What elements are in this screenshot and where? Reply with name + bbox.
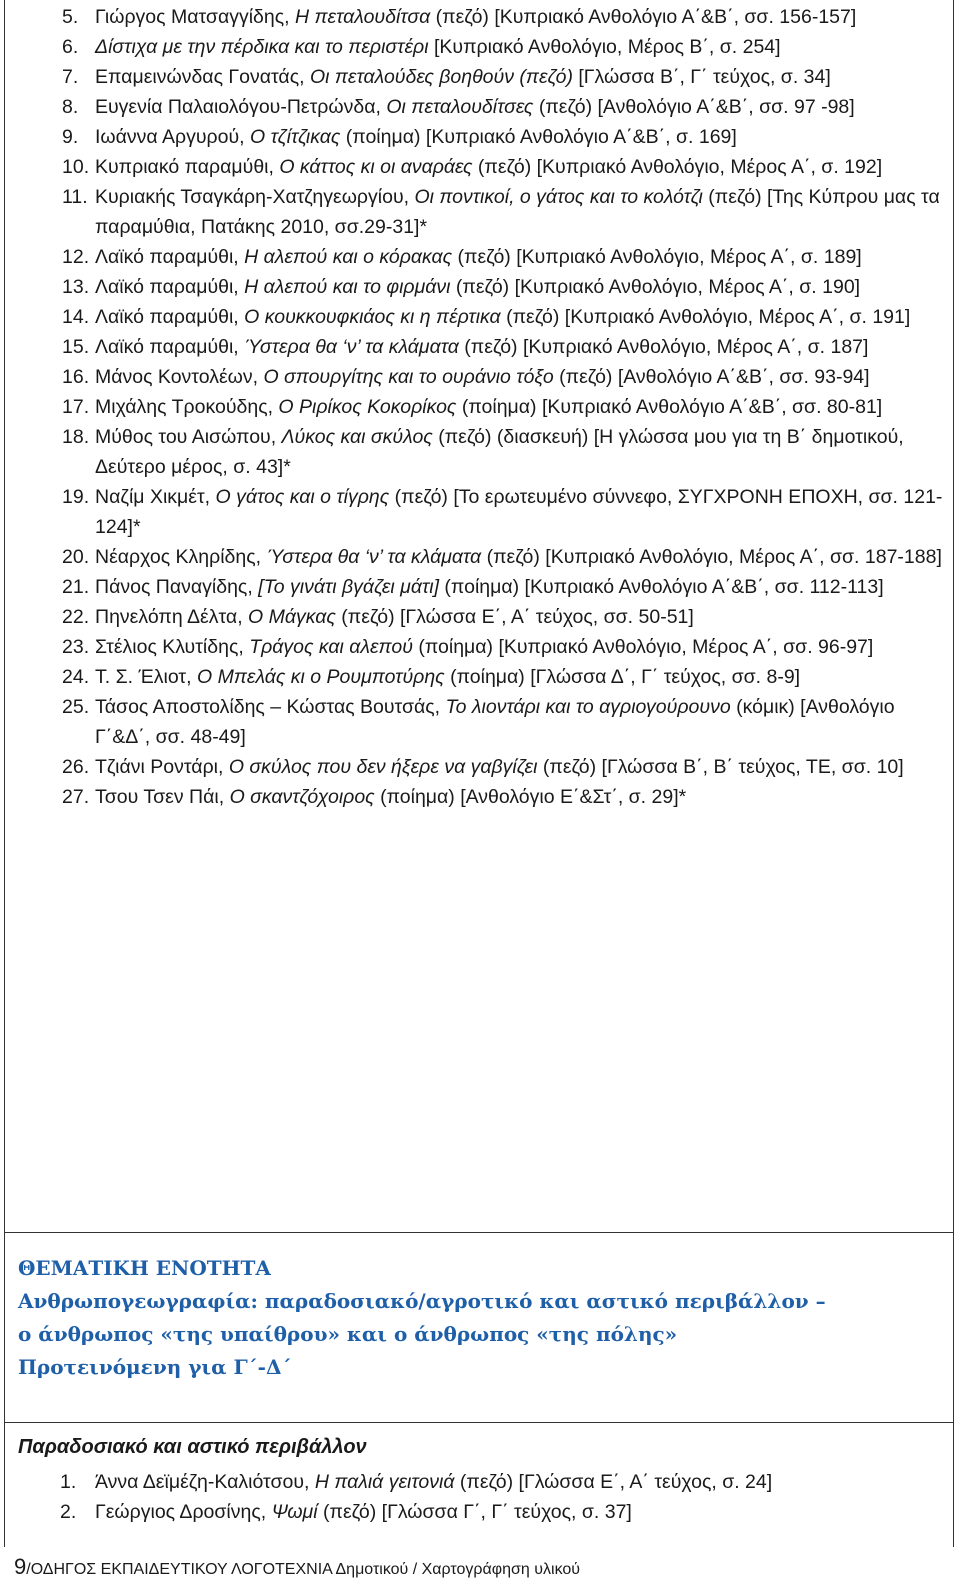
item-title: Ο κουκκουφκιάος κι η πέρτικα	[244, 306, 501, 328]
item-number: 25.	[62, 696, 90, 718]
item-details: (πεζό) [Κυπριακό Ανθολόγιο, Μέρος Α΄, σσ. 187-188]	[481, 546, 942, 568]
item-author: Τάσος Αποστολίδης – Κώστας Βουτσάς,	[95, 696, 446, 718]
item-details: (πεζό) [Κυπριακό Ανθολόγιο, Μέρος Α΄, σ. 192]	[472, 156, 883, 178]
item-author: Τ. Σ. Έλιοτ,	[95, 666, 197, 688]
item-details: (πεζό) [Κυπριακό Ανθολόγιο, Μέρος Α΄, σ. 190]	[450, 276, 861, 298]
item-author: Κυριακής Τσαγκάρη-Χατζηγεωργίου,	[95, 186, 415, 208]
item-number: 20.	[62, 546, 90, 568]
item-number: 23.	[62, 636, 90, 658]
item-title: Λύκος και σκύλος	[281, 426, 433, 448]
item-number: 14.	[62, 306, 90, 328]
list-item	[0, 362, 960, 392]
item-details: (πεζό) [Γλώσσα Ε΄, Α΄ τεύχος, σσ. 50-51]	[335, 606, 694, 628]
list-item	[0, 1467, 960, 1497]
item-author: Λαϊκό παραμύθι,	[95, 276, 245, 298]
theme-title: ΘΕΜΑΤΙΚΗ ΕΝΟΤΗΤΑ	[18, 1256, 271, 1280]
list-item	[0, 62, 960, 92]
item-title: Ο σπουργίτης και το ουράνιο τόξο	[263, 366, 554, 388]
item-details: (ποίημα) [Κυπριακό Ανθολόγιο, Μέρος Α΄, σσ. 96-97]	[412, 636, 874, 658]
item-author: Άννα Δεϊμέζη-Καλιότσου,	[95, 1471, 315, 1493]
item-number: 6.	[62, 36, 79, 58]
item-title: Το λιοντάρι και το αγριογούρουνο	[445, 696, 731, 718]
item-details: (ποίημα) [Γλώσσα Δ΄, Γ΄ τεύχος, σσ. 8-9]	[444, 666, 801, 688]
list-item	[0, 752, 960, 782]
item-title: Ο Ριρίκος Κοκορίκος	[278, 396, 457, 418]
item-number: 16.	[62, 366, 90, 388]
list-item	[0, 1497, 960, 1527]
list-item	[0, 692, 960, 752]
item-details: (πεζό) [Γλώσσα Ε΄, Α΄ τεύχος, σ. 24]	[454, 1471, 773, 1493]
item-details: (ποίημα) [Κυπριακό Ανθολόγιο Α΄&Β΄, σ. 169]	[340, 126, 737, 148]
item-details: (πεζό) [Γλώσσα Β΄, Β΄ τεύχος, ΤΕ, σσ. 10]	[537, 756, 904, 778]
list-item	[0, 92, 960, 122]
list-item	[0, 272, 960, 302]
item-title: Η αλεπού και ο κόρακας	[244, 246, 453, 268]
item-number: 1.	[60, 1471, 77, 1493]
item-number: 22.	[62, 606, 90, 628]
item-author: Επαμεινώνδας Γονατάς,	[95, 66, 310, 88]
item-details: (ποίημα) [Κυπριακό Ανθολόγιο Α΄&Β΄, σσ. 112-113]	[439, 576, 884, 598]
item-details: (ποίημα) [Ανθολόγιο Ε΄&Στ΄, σ. 29]*	[374, 786, 687, 808]
item-title: Οι πεταλουδίτσες	[386, 96, 534, 118]
item-author: Πηνελόπη Δέλτα,	[95, 606, 249, 628]
item-details: [Γλώσσα Β΄, Γ΄ τεύχος, σ. 34]	[572, 66, 831, 88]
item-author: Μάνος Κοντολέων,	[95, 366, 264, 388]
item-number: 17.	[62, 396, 90, 418]
item-author: Στέλιος Κλυτίδης,	[95, 636, 250, 658]
item-number: 9.	[62, 126, 79, 148]
section-reading-list	[0, 1467, 960, 1527]
item-number: 8.	[62, 96, 79, 118]
item-title: [Το γινάτι βγάζει μάτι]	[258, 576, 440, 598]
item-number: 15.	[62, 336, 90, 358]
item-author: Ναζίμ Χικμέτ,	[95, 486, 216, 508]
item-title: Ο κάττος κι οι αναράες	[279, 156, 473, 178]
item-details: (κόμικ) [Ανθολόγιο Γ΄&Δ΄, σσ. 48-49]	[95, 696, 895, 748]
section-heading: Παραδοσιακό και αστικό περιβάλλον	[18, 1436, 367, 1458]
item-author: Τσου Τσεν Πάι,	[95, 786, 230, 808]
item-title: Οι ποντικοί, ο γάτος και το κολότζι	[414, 186, 703, 208]
item-title: Ο Μάγκας	[248, 606, 336, 628]
list-item	[0, 242, 960, 272]
item-author: Γεώργιος Δροσίνης,	[95, 1501, 272, 1523]
item-author: Μιχάλης Τροκούδης,	[95, 396, 279, 418]
reading-list	[0, 2, 960, 812]
item-title: Ο τζίτζικας	[249, 126, 341, 148]
item-number: 10.	[62, 156, 90, 178]
item-details: (πεζό) [Κυπριακό Ανθολόγιο, Μέρος Α΄, σ. 187]	[458, 336, 869, 358]
item-author: Λαϊκό παραμύθι,	[95, 336, 245, 358]
item-author: Μύθος του Αισώπου,	[95, 426, 282, 448]
item-author: Λαϊκό παραμύθι,	[95, 246, 245, 268]
item-number: 19.	[62, 486, 90, 508]
item-author: Λαϊκό παραμύθι,	[95, 306, 245, 328]
list-item	[0, 662, 960, 692]
item-title: Η αλεπού και το φιρμάνι	[244, 276, 451, 298]
item-details: (πεζό) [Κυπριακό Ανθολόγιο, Μέρος Α΄, σ. 189]	[452, 246, 862, 268]
item-title: Ψωμί	[271, 1501, 318, 1523]
theme-subject-line-1: Ανθρωπογεωγραφία: παραδοσιακό/αγροτικό και αστικό περιβάλλον –	[18, 1289, 826, 1313]
item-title: Οι πεταλούδες βοηθούν (πεζό)	[309, 66, 573, 88]
list-item	[0, 32, 960, 62]
list-item	[0, 302, 960, 332]
item-details: (ποίημα) [Κυπριακό Ανθολόγιο Α΄&Β΄, σσ. 80-81]	[456, 396, 883, 418]
list-item	[0, 422, 960, 482]
item-details: (πεζό) [Ανθολόγιο Α΄&Β΄, σσ. 93-94]	[553, 366, 870, 388]
list-item	[0, 632, 960, 662]
item-details: (πεζό) [Κυπριακό Ανθολόγιο Α΄&Β΄, σσ. 156-157]	[430, 6, 857, 28]
item-details: (πεζό) [Ανθολόγιο Α΄&Β΄, σσ. 97 -98]	[533, 96, 855, 118]
item-title: Η παλιά γειτονιά	[314, 1471, 455, 1493]
item-author: Νέαρχος Κληρίδης,	[95, 546, 267, 568]
item-title: Ο γάτος και ο τίγρης	[215, 486, 390, 508]
page-footer	[14, 1553, 580, 1584]
list-item	[0, 392, 960, 422]
list-item	[0, 482, 960, 542]
theme-heading	[18, 1252, 826, 1384]
footer-text: /ΟΔΗΓΟΣ ΕΚΠΑΙΔΕΥΤΙΚΟΥ ΛΟΓΟΤΕΧΝΙΑ Δημοτικού / Χαρτογράφηση υλικού	[26, 1561, 581, 1578]
item-details: [Κυπριακό Ανθολόγιο, Μέρος Β΄, σ. 254]	[428, 36, 781, 58]
item-details: (πεζό) [Της Κύπρου μας τα παραμύθια, Πατάκης 2010, σσ.29-31]*	[95, 186, 940, 238]
item-number: 27.	[62, 786, 90, 808]
list-item	[0, 152, 960, 182]
item-number: 5.	[62, 6, 79, 28]
item-author: Ιωάννα Αργυρού,	[95, 126, 250, 148]
item-title: Τράγος και αλεπού	[249, 636, 413, 658]
page-number: 9	[14, 1554, 27, 1579]
item-title: Δίστιχα με την πέρδικα και το περιστέρι	[95, 36, 429, 58]
item-author: Πάνος Παναγίδης,	[95, 576, 259, 598]
item-title: Η πεταλουδίτσα	[294, 6, 431, 28]
item-number: 13.	[62, 276, 90, 298]
list-item	[0, 122, 960, 152]
list-item	[0, 782, 960, 812]
item-number: 26.	[62, 756, 90, 778]
theme-grade-level: Προτεινόμενη για Γ΄-Δ΄	[18, 1355, 292, 1379]
item-number: 12.	[62, 246, 90, 268]
theme-subject-line-2: ο άνθρωπος «της υπαίθρου» και ο άνθρωπος «της πόλης»	[18, 1322, 678, 1346]
item-title: Ύστερα θα ‘ν’ τα κλάματα	[266, 546, 482, 568]
item-details: (πεζό) (διασκευή) [Η γλώσσα μου για τη Β΄ δημοτικού, Δεύτερο μέρος, σ. 43]*	[95, 426, 904, 478]
item-number: 21.	[62, 576, 90, 598]
item-details: (πεζό) [Κυπριακό Ανθολόγιο, Μέρος Α΄, σ. 191]	[500, 306, 911, 328]
list-item	[0, 2, 960, 32]
item-details: (πεζό) [Γλώσσα Γ΄, Γ΄ τεύχος, σ. 37]	[317, 1501, 632, 1523]
item-author: Γιώργος Ματσαγγίδης,	[95, 6, 295, 28]
item-number: 18.	[62, 426, 90, 448]
list-item	[0, 542, 960, 572]
item-title: Ύστερα θα ‘ν’ τα κλάματα	[244, 336, 459, 358]
item-author: Ευγενία Παλαιολόγου-Πετρώνδα,	[95, 96, 387, 118]
item-number: 2.	[60, 1501, 77, 1523]
item-author: Τζιάνι Ροντάρι,	[95, 756, 229, 778]
item-number: 24.	[62, 666, 90, 688]
list-item	[0, 572, 960, 602]
item-title: Ο σκαντζόχοιρος	[229, 786, 375, 808]
list-item	[0, 182, 960, 242]
item-details: (πεζό) [Το ερωτευμένο σύννεφο, ΣΥΓΧΡΟΝΗ ΕΠΟΧΗ, σσ. 121-124]*	[95, 486, 943, 538]
list-item	[0, 602, 960, 632]
item-title: Ο Μπελάς κι ο Ρουμποτύρης	[196, 666, 445, 688]
item-title: Ο σκύλος που δεν ήξερε να γαβγίζει	[228, 756, 538, 778]
item-number: 7.	[62, 66, 79, 88]
item-author: Κυπριακό παραμύθι,	[95, 156, 280, 178]
list-item	[0, 332, 960, 362]
item-number: 11.	[62, 186, 88, 208]
